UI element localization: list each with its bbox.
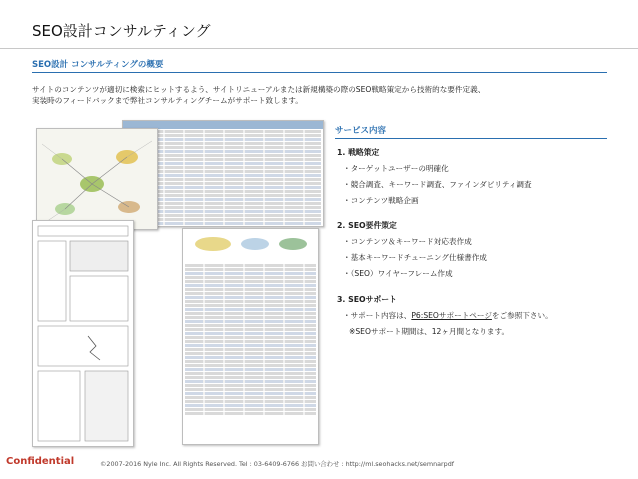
overview-description	[32, 84, 485, 106]
services-heading: サービス内容	[335, 126, 387, 136]
service-item: ・競合調査、キーワード調査、ファインダビリティ調査	[343, 180, 532, 189]
overview-line-1: サイトのコンテンツが適切に検索にヒットするよう、サイトリニューアルまたは新規構築の際のSEO戦略策定から技術的な要件定義、	[32, 85, 486, 94]
service-item: ・ターゲットユーザーの明確化	[343, 164, 449, 173]
mindmap-image	[36, 128, 158, 230]
specification-sheet-image	[182, 228, 319, 445]
group-strategy-title: 1. 戦略策定	[337, 148, 380, 157]
support-item	[343, 310, 553, 321]
deliverables-collage	[32, 120, 322, 450]
overview-heading: SEO設計 コンサルティングの概要	[32, 60, 164, 70]
wireframe-image	[32, 220, 134, 447]
group-support-title: 3. SEOサポート	[337, 295, 397, 304]
overview-divider	[32, 72, 607, 73]
service-item: ・基本キーワードチューニング仕様書作成	[343, 253, 487, 262]
support-text-suffix: をご参照下さい。	[491, 311, 553, 320]
footer-copyright: ©2007-2016 Nyle Inc. All Rights Reserved. Tel : 03-6409-6766 お問い合わせ : http://ml.seohacks.net/semnarpdf	[100, 460, 455, 468]
group-requirements-title: 2. SEO要件策定	[337, 221, 397, 230]
service-item: ・コンテンツ＆キーワード対応表作成	[343, 237, 472, 246]
service-item: ・（SEO）ワイヤーフレーム作成	[343, 269, 453, 278]
page-title: SEO設計コンサルティング	[32, 22, 211, 40]
services-divider	[335, 138, 607, 139]
seo-support-page-link[interactable]: P6:SEOサポートページ	[411, 311, 492, 320]
confidential-label: Confidential	[6, 456, 75, 467]
support-period-note: ※SEOサポート期間は、12ヶ月間となります。	[349, 327, 510, 336]
service-item: ・コンテンツ戦略企画	[343, 196, 419, 205]
title-divider	[0, 48, 638, 49]
overview-line-2: 実装時のフィードバックまで弊社コンサルティングチームがサポート致します。	[32, 96, 303, 105]
support-text-prefix: ・サポート内容は、	[343, 311, 412, 320]
